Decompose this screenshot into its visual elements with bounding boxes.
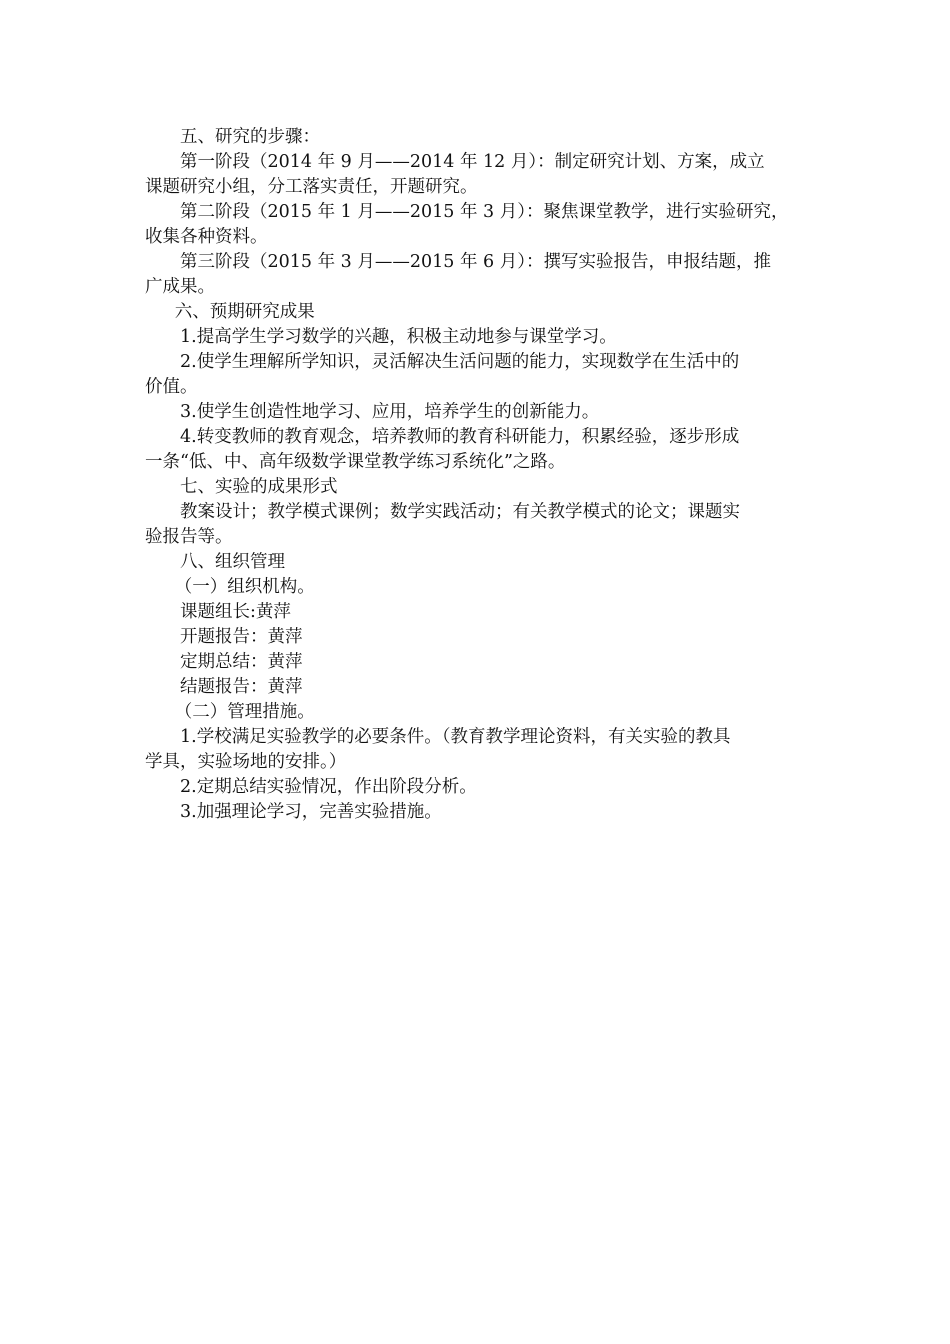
stage-three-line-2: 广成果。 xyxy=(145,277,215,297)
stage-two-line-1: 第二阶段（2015 年 1 月——2015 年 3 月）：聚焦课堂教学，进行实验研究， xyxy=(180,202,789,222)
measure-2: 2.定期总结实验情况，作出阶段分析。 xyxy=(180,777,477,797)
org-group-leader: 课题组长:黄萍 xyxy=(180,602,291,622)
org-opening-report: 开题报告：黄萍 xyxy=(180,627,303,647)
expected-result-3: 3.使学生创造性地学习、应用，培养学生的创新能力。 xyxy=(180,402,600,422)
stage-two-line-2: 收集各种资料。 xyxy=(145,227,268,247)
section-heading-expected-results: 六、预期研究成果 xyxy=(174,302,315,322)
stage-one-line-1: 第一阶段（2014 年 9 月——2014 年 12 月）：制定研究计划、方案，成立 xyxy=(180,152,765,172)
result-forms-line-1: 教案设计；教学模式课例；数学实践活动；有关教学模式的论文；课题实 xyxy=(180,502,740,522)
expected-result-2-line-1: 2.使学生理解所学知识，灵活解决生活问题的能力，实现数学在生活中的 xyxy=(180,352,740,372)
org-closing-report: 结题报告：黄萍 xyxy=(180,677,303,697)
expected-result-4-line-2: 一条“低、中、高年级数学课堂教学练习系统化”之路。 xyxy=(145,452,566,472)
expected-result-1: 1.提高学生学习数学的兴趣，积极主动地参与课堂学习。 xyxy=(180,327,617,347)
expected-result-2-line-2: 价值。 xyxy=(145,377,198,397)
expected-result-4-line-1: 4.转变教师的教育观念，培养教师的教育科研能力，积累经验，逐步形成 xyxy=(180,427,740,447)
stage-three-line-1: 第三阶段（2015 年 3 月——2015 年 6 月）：撰写实验报告，申报结题，推 xyxy=(180,252,771,272)
measure-3: 3.加强理论学习，完善实验措施。 xyxy=(180,802,442,822)
subheading-management-measures: （二）管理措施。 xyxy=(174,702,315,722)
section-heading-research-steps: 五、研究的步骤： xyxy=(180,127,320,147)
measure-1-line-1: 1.学校满足实验教学的必要条件。（教育教学理论资料，有关实验的教具 xyxy=(180,727,731,747)
stage-one-line-2: 课题研究小组，分工落实责任，开题研究。 xyxy=(145,177,478,197)
org-periodic-summary: 定期总结：黄萍 xyxy=(180,652,303,672)
section-heading-organization: 八、组织管理 xyxy=(180,552,285,572)
section-heading-result-forms: 七、实验的成果形式 xyxy=(180,477,338,497)
measure-1-line-2: 学具，实验场地的安排。） xyxy=(145,752,347,772)
result-forms-line-2: 验报告等。 xyxy=(145,527,233,547)
document-body xyxy=(145,125,810,825)
subheading-organization-structure: （一）组织机构。 xyxy=(174,577,315,597)
